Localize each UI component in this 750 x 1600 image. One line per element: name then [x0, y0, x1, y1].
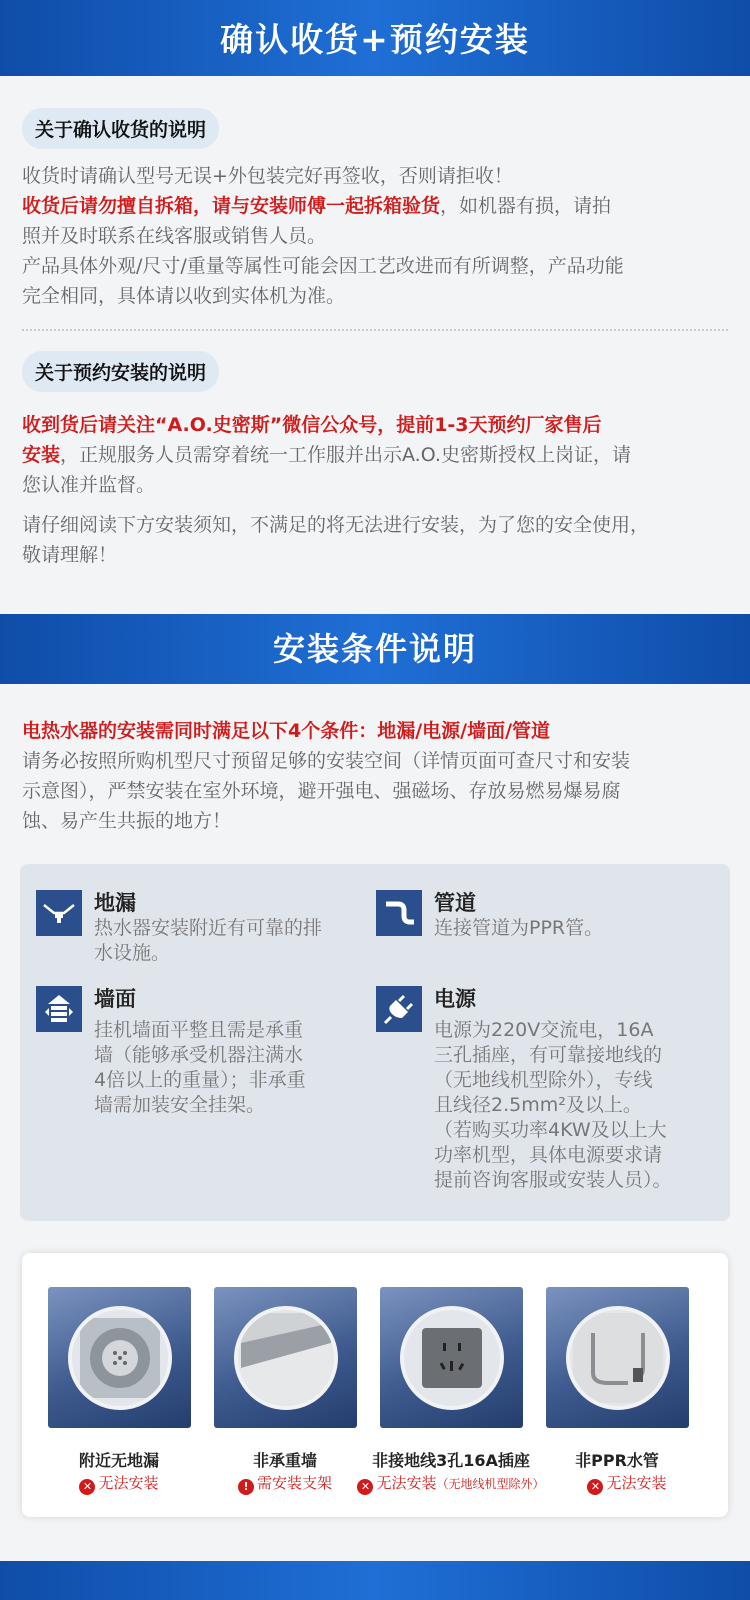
pipe-icon	[376, 890, 422, 936]
condition-desc: 三孔插座，有可靠接地线的	[434, 1044, 663, 1066]
receipt-line2b: 照并及时联系在线客服或销售人员。	[22, 225, 327, 247]
wall-image	[234, 1306, 338, 1410]
install-line3: 您认准并监督。	[22, 474, 156, 496]
example-status	[190, 1472, 380, 1495]
status-text: 无法安装	[376, 1474, 437, 1492]
receipt-line2	[22, 191, 728, 221]
example-caption: 非PPR水管	[575, 1451, 659, 1470]
example-caption: 非接地线3孔16A插座	[372, 1451, 530, 1470]
condition-desc: （若购买功率4KW及以上大	[434, 1119, 667, 1141]
example-status	[24, 1472, 214, 1495]
header-banner	[0, 0, 750, 76]
conditions-title: 安装条件说明	[272, 630, 477, 668]
conditions-section	[0, 684, 750, 836]
next-section-banner	[0, 1561, 750, 1600]
condition-desc: 热水器安装附近有可靠的排	[94, 917, 323, 939]
condition-wall	[36, 986, 356, 1118]
receipt-pill: 关于确认收货的说明	[22, 108, 219, 149]
conditions-headline: 电热水器的安装需同时满足以下4个条件：地漏/电源/墙面/管道	[22, 720, 551, 742]
install-note-a: 请仔细阅读下方安装须知，不满足的将无法进行安装，为了您的安全使用，	[22, 514, 650, 536]
condition-desc: （无地线机型除外），专线	[434, 1069, 653, 1091]
divider	[22, 329, 728, 331]
status-text: 需安装支架	[256, 1474, 332, 1492]
condition-desc: 墙（能够承受机器注满水	[94, 1044, 304, 1066]
warning-icon: !	[238, 1479, 254, 1495]
receipt-section	[0, 76, 750, 570]
install-warning-a: 收到货后请关注“A.O.史密斯”微信公众号，提前1-3天预约厂家售后	[22, 414, 602, 436]
floor-drain-icon	[36, 890, 82, 936]
install-line2-rest: ，正规服务人员需穿着统一工作服并出示A.O.史密斯授权上岗证，请	[60, 444, 631, 466]
condition-floor-drain	[36, 890, 356, 966]
example-caption: 附近无地漏	[78, 1451, 159, 1470]
receipt-line3a: 产品具体外观/尺寸/重量等属性可能会因工艺改进而有所调整，产品功能	[22, 255, 624, 277]
condition-title: 地漏	[94, 891, 136, 915]
condition-title: 管道	[434, 891, 476, 915]
socket-image	[400, 1306, 504, 1410]
examples-card	[22, 1253, 728, 1517]
error-icon: ✕	[357, 1479, 373, 1495]
condition-desc: 墙需加装安全挂架。	[94, 1094, 266, 1116]
receipt-warning: 收货后请勿擅自拆箱，请与安装师傅一起拆箱验货	[22, 195, 441, 217]
receipt-line2-rest: ，如机器有损，请拍	[440, 195, 612, 217]
receipt-line3b: 完全相同，具体请以收到实体机为准。	[22, 285, 346, 307]
conditions-text-c: 蚀、易产生共振的地方！	[22, 810, 232, 832]
receipt-text	[22, 161, 728, 311]
receipt-line1: 收货时请确认型号无误+外包装完好再签收，否则请拒收！	[22, 165, 513, 187]
status-text: 无法安装	[98, 1474, 159, 1492]
condition-title: 电源	[434, 987, 476, 1011]
conditions-text-a: 请务必按照所购机型尺寸预留足够的安装空间（详情页面可查尺寸和安装	[22, 750, 631, 772]
conditions-grid	[20, 864, 730, 1221]
install-text	[22, 410, 728, 570]
pipe-photo	[546, 1287, 689, 1428]
floor-drain-photo	[48, 1287, 191, 1428]
pipe-image	[566, 1306, 670, 1410]
install-line2	[22, 440, 728, 470]
condition-desc: 且线径2.5mm²及以上。	[434, 1094, 642, 1116]
wall-icon	[36, 986, 82, 1032]
condition-power	[376, 986, 706, 1193]
power-plug-icon	[376, 986, 422, 1032]
page-title: 确认收货+预约安装	[220, 20, 530, 59]
conditions-banner	[0, 614, 750, 684]
install-note-b: 敬请理解！	[22, 544, 118, 566]
install-pill: 关于预约安装的说明	[22, 351, 219, 392]
condition-desc: 水设施。	[94, 942, 171, 964]
condition-desc: 提前咨询客服或安装人员）。	[434, 1169, 672, 1191]
condition-desc: 电源为220V交流电，16A	[434, 1019, 654, 1041]
condition-pipe	[376, 890, 706, 941]
condition-title: 墙面	[94, 987, 136, 1011]
conditions-text-b: 示意图），严禁安装在室外环境，避开强电、强磁场、存放易燃易爆易腐	[22, 780, 621, 802]
status-text: 无法安装	[606, 1474, 667, 1492]
example-caption: 非承重墙	[252, 1451, 317, 1470]
condition-desc: 4倍以上的重量）；非承重	[94, 1069, 306, 1091]
wall-photo	[214, 1287, 357, 1428]
socket-photo	[380, 1287, 523, 1428]
install-warning-b: 安装	[22, 444, 61, 466]
condition-desc: 挂机墙面平整且需是承重	[94, 1019, 304, 1041]
example-status	[532, 1472, 722, 1495]
condition-desc: 连接管道为PPR管。	[434, 917, 604, 939]
floor-drain-image	[68, 1306, 172, 1410]
status-note: （无地线机型除外）	[436, 1477, 545, 1491]
error-icon: ✕	[79, 1479, 95, 1495]
condition-desc: 功率机型，具体电源要求请	[434, 1144, 663, 1166]
example-status	[356, 1472, 546, 1495]
error-icon: ✕	[587, 1479, 603, 1495]
